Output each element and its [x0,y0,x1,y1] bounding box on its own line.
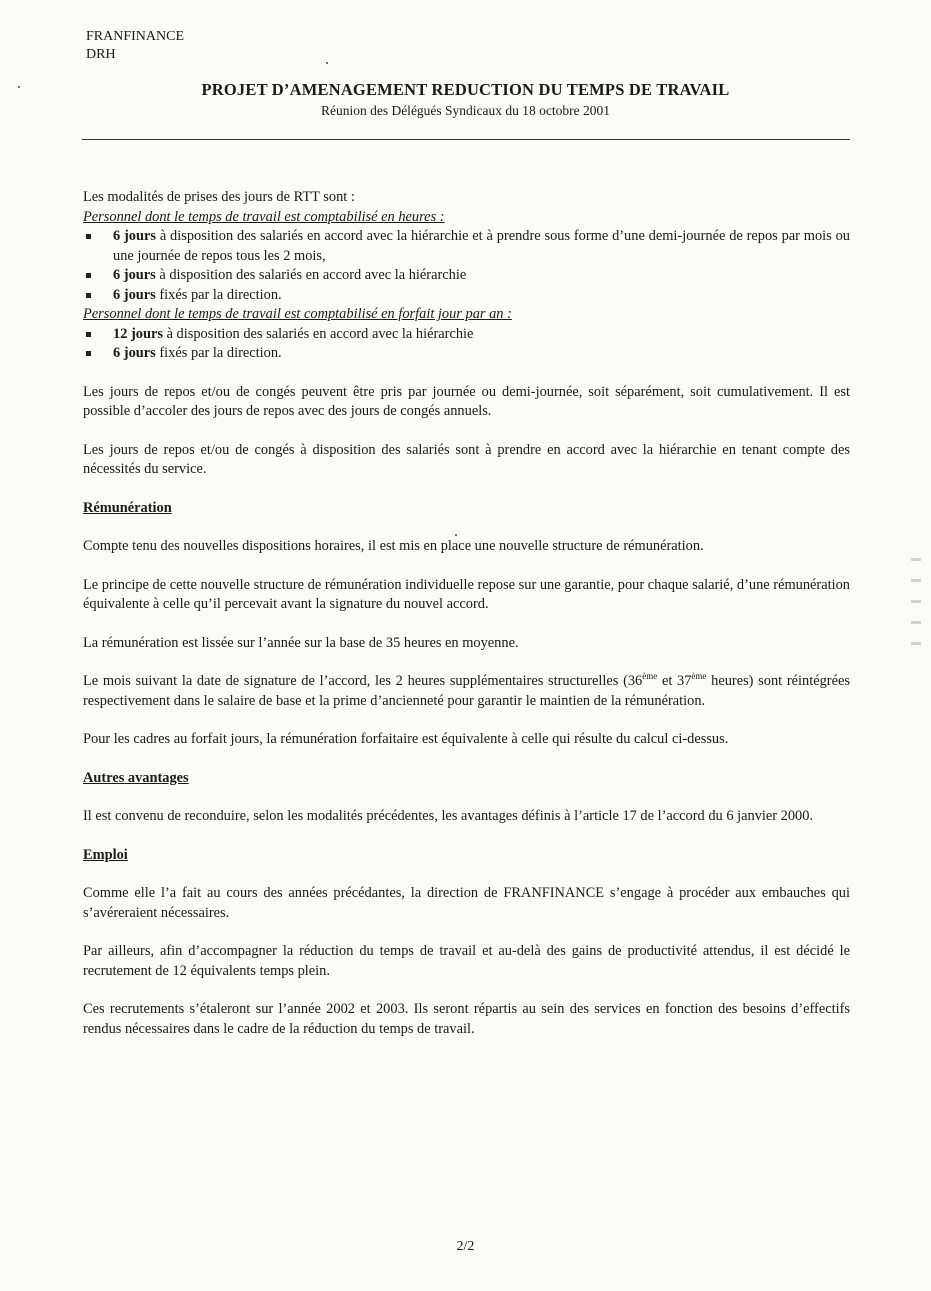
group1-list [83,227,850,305]
document-title: PROJET D’AMENAGEMENT REDUCTION DU TEMPS DE TRAVAIL [201,80,730,99]
heading-autres-avantages: Autres avantages [83,769,189,786]
group2-list [83,325,850,364]
paragraph: Comme elle l’a fait au cours des années précédantes, la direction de FRANFINANCE s’engage à procéder aux embauches qui s’avéreraient nécessaires. [83,885,850,921]
heading-remuneration: Rémunération [83,499,172,516]
header-block [86,28,184,64]
paragraph: Les jours de repos et/ou de congés à disposition des salariés sont à prendre en accord avec la hiérarchie en tenant compte des nécessités du service. [83,441,850,477]
org-name: FRANFINANCE [86,29,185,44]
paragraph: Le principe de cette nouvelle structure de rémunération individuelle repose sur une garantie, pour chaque salarié, d’une rémunération équivalente à celle qu’il percevait avant la signature du nouvel accord. [83,576,850,612]
paragraph: Compte tenu des nouvelles dispositions horaires, il est mis en place une nouvelle structure de rémunération. [83,538,704,554]
heading-emploi: Emploi [83,846,128,863]
bullet-icon [86,332,91,337]
paragraph: Pour les cadres au forfait jours, la rémunération forfaitaire est équivalente à celle qui résulte du calcul ci-dessus. [83,731,729,747]
list-item: 6 jours à disposition des salariés en accord avec la hiérarchie et à prendre sous forme d’une demi-journée de repos par mois ou une journée de repos tous les 2 mois, [83,227,850,266]
document-body [83,188,850,1039]
scan-speck [455,534,457,536]
intro-text: Les modalités de prises des jours de RTT sont : [83,189,355,205]
bullet-icon [86,293,91,298]
group1-label: Personnel dont le temps de travail est comptabilisé en heures : [83,208,445,225]
paragraph: Ces recrutements s’étaleront sur l’année 2002 et 2003. Ils seront répartis au sein des services en fonction des besoins d’effectifs rendus nécessaires dans le cadre de la réduction du temps de travail. [83,1001,850,1037]
paragraph: La rémunération est lissée sur l’année sur la base de 35 heures en moyenne. [83,634,519,651]
list-item: 12 jours à disposition des salariés en accord avec la hiérarchie [83,325,850,345]
paragraph: Les jours de repos et/ou de congés peuvent être pris par journée ou demi-journée, soit séparément, soit cumulativement. Il est possible d’accoler des jours de repos avec des jours de congés annuels. [83,383,850,419]
scan-speck [18,86,20,88]
list-item: 6 jours à disposition des salariés en accord avec la hiérarchie [83,266,850,286]
paragraph: Par ailleurs, afin d’accompagner la réduction du temps de travail et au-delà des gains de productivité attendus, il est décidé le recrutement de 12 équivalents temps plein. [83,943,850,979]
list-item: 6 jours fixés par la direction. [83,344,850,364]
header-divider [82,139,850,140]
paragraph: Le mois suivant la date de signature de l’accord, les 2 heures supplémentaires structurelles (36ème et 37ème heures) sont réintégrées respectivement dans le salaire de base et la prime d’ancienneté pour garantir le maintien de la rémunération. [83,671,850,709]
list-item: 6 jours fixés par la direction. [83,286,850,306]
page-number: 2/2 [456,1239,475,1254]
department: DRH [86,47,116,62]
bullet-icon [86,273,91,278]
scan-margin-marks [908,540,926,760]
paragraph: Il est convenu de reconduire, selon les modalités précédentes, les avantages définis à l’article 17 de l’accord du 6 janvier 2000. [83,808,814,824]
scan-speck [326,62,328,64]
document-subtitle: Réunion des Délégués Syndicaux du 18 octobre 2001 [320,103,611,118]
bullet-icon [86,351,91,356]
group2-label: Personnel dont le temps de travail est comptabilisé en forfait jour par an : [83,306,512,322]
bullet-icon [86,234,91,239]
